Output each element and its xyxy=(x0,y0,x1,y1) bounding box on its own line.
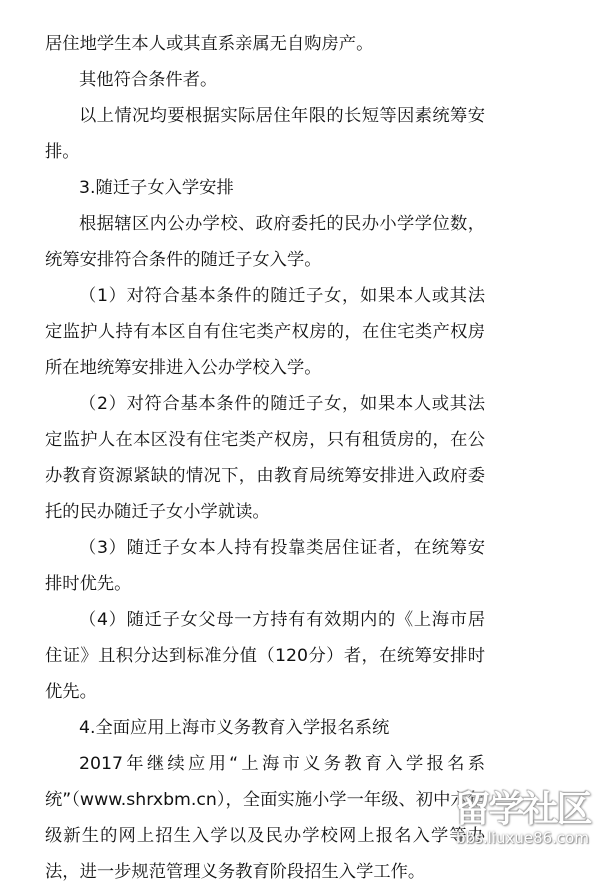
document-body xyxy=(45,26,485,890)
watermark-logo-text: 留学社区 xyxy=(454,789,591,830)
section-heading-3: 3.随迁子女入学安排 xyxy=(79,178,234,198)
list-item-2: （2）对符合基本条件的随迁子女，如果本人或其法定监护人在本区没有住宅类产权房，只有租赁房的，在公办教育资源紧缺的情况下，由教育局统筹安排进入政府委托的民办随迁子女小学就读。 xyxy=(45,394,485,522)
section-heading-4: 4.全面应用上海市义务教育入学报名系统 xyxy=(79,718,390,738)
list-item-4: （4）随迁子女父母一方持有有效期内的《上海市居住证》且积分达到标准分值（120分）者，在统筹安排时优先。 xyxy=(45,610,485,702)
list-item-1: （1）对符合基本条件的随迁子女，如果本人或其法定监护人持有本区自有住宅类产权房的，在住宅类产权房所在地统筹安排进入公办学校入学。 xyxy=(45,286,485,378)
paragraph-11: 2017年继续应用“上海市义务教育入学报名系统”（www.shrxbm.cn），全面实施小学一年级、初中六年级新生的网上招生入学以及民办学校网上报名入学等办法，进一步规范管理义务教育阶段招生入学工作。 xyxy=(45,754,485,882)
paragraph-2: 其他符合条件者。 xyxy=(79,70,218,90)
paragraph-1: 居住地学生本人或其直系亲属无自购房产。 xyxy=(45,34,374,54)
paragraph-5: 根据辖区内公办学校、政府委托的民办小学学位数，统筹安排符合条件的随迁子女入学。 xyxy=(45,214,485,270)
watermark-url: bbs.liuxue86.com xyxy=(456,829,589,847)
paragraph-3: 以上情况均要根据实际居住年限的长短等因素统筹安排。 xyxy=(45,106,485,162)
watermark xyxy=(445,790,600,850)
list-item-3: （3）随迁子女本人持有投靠类居住证者，在统筹安排时优先。 xyxy=(45,538,485,594)
